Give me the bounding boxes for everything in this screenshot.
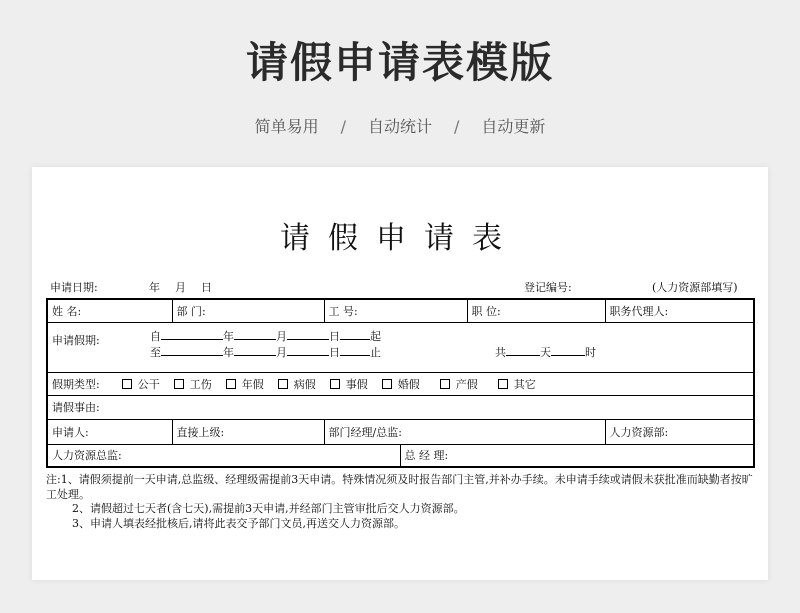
hr-dept-signature[interactable]: 人力资源部:: [605, 419, 754, 444]
general-manager-signature[interactable]: 总 经 理:: [400, 444, 754, 467]
apply-date-label: 申请日期:: [50, 281, 98, 294]
deputy-field[interactable]: 职务代理人:: [605, 299, 754, 322]
leave-reason-field[interactable]: 请假事由:: [47, 395, 754, 419]
from-label: 自: [150, 329, 161, 343]
leave-option-annual[interactable]: 年假: [226, 378, 264, 391]
employee-number-field[interactable]: 工 号:: [324, 299, 467, 322]
form-sheet: [32, 167, 768, 580]
department-field[interactable]: 部 门:: [172, 299, 324, 322]
apply-date-year: 年: [149, 281, 160, 294]
name-field[interactable]: 姓 名:: [47, 299, 172, 322]
registration-number-label: 登记编号:: [524, 281, 572, 294]
form-title: 请假申请表: [280, 221, 520, 256]
checkbox-icon: [278, 379, 288, 389]
period-label: 申请假期:: [52, 333, 100, 347]
feature-easy: 简单易用: [254, 117, 319, 136]
period-from-row: [150, 328, 381, 344]
period-total: [495, 344, 596, 360]
leave-type-row: [47, 372, 754, 395]
hr-director-signature[interactable]: 人力资源总监:: [47, 444, 400, 467]
hours-label: 时: [585, 345, 596, 359]
leave-option-other[interactable]: 其它: [498, 378, 536, 391]
from-day: 日: [329, 329, 340, 343]
checkbox-icon: [226, 379, 236, 389]
to-month: 月: [276, 345, 287, 359]
separator: /: [454, 117, 460, 136]
note-2: 2、请假超过七天者(含七天),需提前3天申请,并经部门主管审批后交人力资源部。: [72, 502, 465, 515]
checkbox-icon: [330, 379, 340, 389]
banner-title: 请假申请表模版: [245, 38, 554, 87]
position-field[interactable]: 职 位:: [467, 299, 605, 322]
supervisor-signature[interactable]: 直接上级:: [172, 419, 324, 444]
to-day: 日: [329, 345, 340, 359]
apply-date-day: 日: [201, 281, 212, 294]
checkbox-icon: [440, 379, 450, 389]
checkbox-icon: [382, 379, 392, 389]
feature-auto-stats: 自动统计: [367, 117, 432, 136]
checkbox-icon: [498, 379, 508, 389]
feature-auto-update: 自动更新: [481, 117, 546, 136]
leave-option-marriage[interactable]: 婚假: [382, 378, 420, 391]
leave-option-maternity[interactable]: 产假: [440, 378, 478, 391]
dept-manager-signature[interactable]: 部门经理/总监:: [324, 419, 605, 444]
checkbox-icon: [122, 379, 132, 389]
form-notes: [46, 473, 756, 531]
total-label: 共: [495, 345, 506, 359]
leave-form-table: [46, 298, 755, 468]
hr-fill-note: (人力资源部填写): [652, 281, 738, 294]
start-label: 起: [370, 329, 381, 343]
end-label: 止: [370, 345, 381, 359]
separator: /: [340, 117, 346, 136]
checkbox-icon: [174, 379, 184, 389]
period-to-row: [150, 344, 381, 360]
to-label: 至: [150, 345, 161, 359]
leave-type-label: 假期类型:: [52, 377, 100, 391]
leave-period-field[interactable]: [47, 322, 754, 372]
leave-option-injury[interactable]: 工伤: [174, 378, 212, 391]
leave-option-sick[interactable]: 病假: [278, 378, 316, 391]
days-label: 天: [540, 345, 551, 359]
note-1: 注:1、请假须提前一天申请,总监级、经理级需提前3天申请。特殊情况须及时报告部门主管,并补办手续。未申请手续或请假未获批准而缺勤者按旷工处理。: [46, 473, 753, 501]
banner-subtitle: [0, 114, 800, 137]
from-month: 月: [276, 329, 287, 343]
leave-option-personal[interactable]: 事假: [330, 378, 368, 391]
from-year: 年: [223, 329, 234, 343]
to-year: 年: [223, 345, 234, 359]
applicant-signature[interactable]: 申请人:: [47, 419, 172, 444]
apply-date-month: 月: [175, 281, 186, 294]
leave-option-business[interactable]: 公干: [122, 378, 160, 391]
note-3: 3、申请人填表经批核后,请将此表交予部门文员,再送交人力资源部。: [72, 516, 405, 530]
